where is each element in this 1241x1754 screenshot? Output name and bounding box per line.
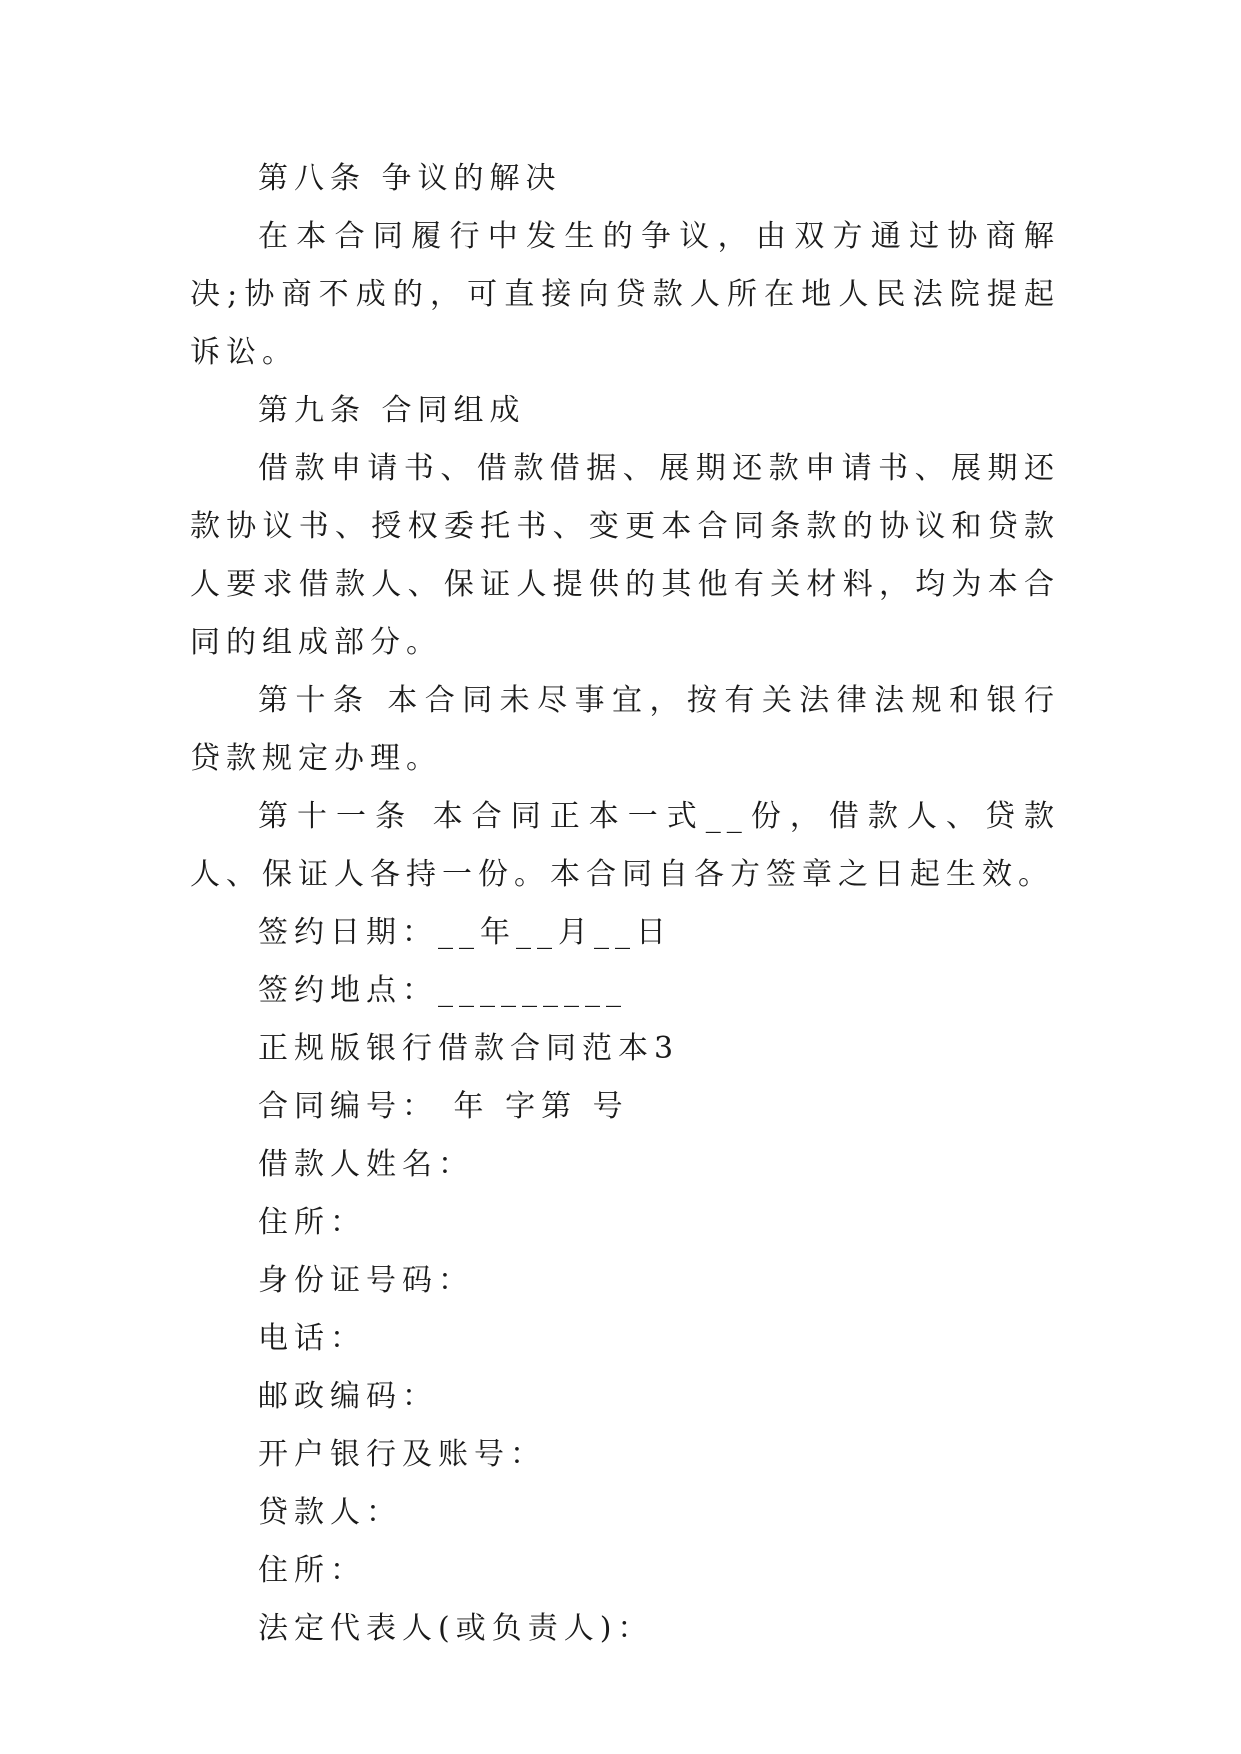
article-10: 第十条 本合同未尽事宜，按有关法律法规和银行贷款规定办理。 [190,683,1060,776]
contract-number: 合同编号： 年 字第 号 [258,1089,629,1124]
signing-place: 签约地点：_________ [258,973,627,1008]
article-9-body: 借款申请书、借款借据、展期还款申请书、展期还款协议书、授权委托书、变更本合同条款的协议和贷款人要求借款人、保证人提供的其他有关材料，均为本合同的组成部分。 [190,451,1060,660]
borrower-address: 住所： [258,1205,366,1240]
bank-account: 开户银行及账号： [258,1437,546,1472]
article-8-heading: 第八条 争议的解决 [258,161,562,196]
article-8-body: 在本合同履行中发生的争议，由双方通过协商解决;协商不成的，可直接向贷款人所在地人民法院提起诉讼。 [190,219,1060,370]
postal-code: 邮政编码： [258,1379,438,1414]
borrower-name: 借款人姓名： [258,1147,474,1182]
lender-address: 住所： [258,1553,366,1588]
article-11: 第十一条 本合同正本一式__份，借款人、贷款人、保证人各持一份。本合同自各方签章之日起生效。 [190,799,1060,892]
phone: 电话： [258,1321,366,1356]
legal-representative: 法定代表人(或负责人)： [258,1611,654,1646]
id-number: 身份证号码： [258,1263,474,1298]
signing-date: 签约日期：__年__月__日 [258,915,672,950]
document-page [190,150,1060,1658]
section-title: 正规版银行借款合同范本3 [258,1031,680,1066]
lender: 贷款人： [258,1495,402,1530]
article-9-heading: 第九条 合同组成 [258,393,526,428]
